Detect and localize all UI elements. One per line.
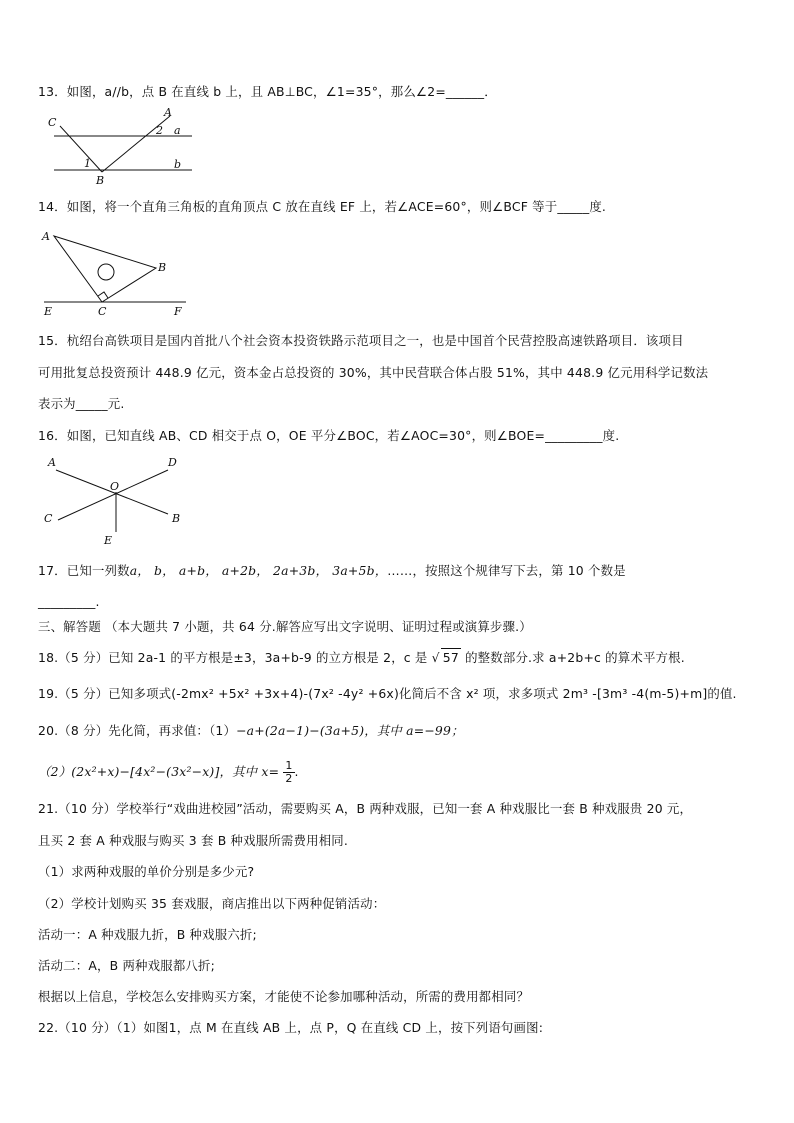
q17-rest: ……，按照这个规律写下去，第 10 个数是 [387, 563, 626, 578]
q21-activity-2: 活动二：A，B 两种戏服都八折; [38, 958, 215, 973]
q21-line2: 且买 2 套 A 种戏服与购买 3 套 B 种戏服所需费用相同. [38, 833, 349, 848]
q14-figure [36, 226, 196, 318]
q16-label-E: E [104, 534, 113, 546]
q19-text: 19.（5 分）已知多项式(-2mx² +5x² +3x+4)-(7x² -4y² +6x)化简后不含 x² 项，求多项式 2m³ -[3m³ -4(m-5)+m]的值. [38, 686, 737, 701]
q14-text: 14．如图，将一个直角三角板的直角顶点 C 放在直线 EF 上，若∠ACE=60°，则∠BCF 等于_____度. [38, 199, 607, 214]
q13-label-A: A [164, 106, 172, 119]
section-3-heading: 三、解答题 （本大题共 7 小题，共 64 分.解答应写出文字说明、证明过程或演算步骤.） [38, 619, 532, 634]
q13-label-a: a [174, 124, 181, 137]
q14-label-C: C [98, 305, 107, 318]
q13-label-2: 2 [156, 124, 163, 137]
q14-label-B: B [158, 261, 167, 274]
q20-fraction-numerator: 1 [285, 759, 293, 772]
q13-figure [44, 106, 194, 188]
q14-label-E: E [44, 305, 53, 318]
q18-post: 的整数部分.求 a+2b+c 的算术平方根. [465, 650, 685, 665]
q15-line2: 可用批复总投资预计 448.9 亿元，资本金占总投资的 30%，其中民营联合体占股 51%，其中 448.9 亿元用科学记数法 [38, 365, 709, 380]
q16-label-O: O [110, 480, 120, 493]
q16-label-C: C [44, 512, 53, 525]
q18-pre: 18.（5 分）已知 2a-1 的平方根是±3，3a+b-9 的立方根是 2，c 是 [38, 650, 428, 665]
q16-label-D: D [168, 456, 177, 469]
q20-fraction [283, 760, 294, 785]
q22-text: 22.（10 分）（1）如图1，点 M 在直线 AB 上，点 P，Q 在直线 CD 上，按下列语句画图: [38, 1020, 544, 1035]
q13-label-1: 1 [84, 157, 91, 170]
q21-activity-1: 活动一：A 种戏服九折，B 种戏服六折; [38, 927, 257, 942]
q18-line [38, 648, 685, 667]
q14-label-A: A [42, 230, 50, 243]
q21-sub2: （2）学校计划购买 35 套戏服，商店推出以下两种促销活动： [38, 896, 386, 911]
q20-pre: 20.（8 分）先化简，再求值：（1） [38, 723, 237, 738]
q20-part2: （2）(2x²+x)−[4x²−(3x²−x)]，其中 x= [38, 764, 280, 779]
q17-line2: _________. [38, 594, 100, 609]
q13-label-B: B [96, 174, 105, 187]
q20-fraction-denominator: 2 [285, 772, 293, 785]
q15-line3: 表示为_____元. [38, 396, 125, 411]
q21-final: 根据以上信息，学校怎么安排购买方案，才能使不论参加哪种活动，所需的费用都相同？ [38, 989, 530, 1004]
q18-radicand: 57 [442, 650, 459, 665]
q17-sequence: a， b， a+b， a+2b， 2a+3b， 3a+5b， [129, 563, 388, 578]
q13-label-C: C [48, 116, 57, 129]
q20-line2 [38, 760, 299, 785]
q15-line1: 15．杭绍台高铁项目是国内首批八个社会资本投资铁路示范项目之一，也是中国首个民营控股高速铁路项目．该项目 [38, 333, 684, 348]
q16-text: 16．如图，已知直线 AB、CD 相交于点 O，OE 平分∠BOC，若∠AOC=30°，则∠BOE=_________度. [38, 428, 620, 443]
q13-label-b: b [174, 158, 182, 171]
q20-end: . [294, 764, 299, 779]
q20-expr1: −a+(2a−1)−(3a+5)，其中 a=−99； [236, 723, 464, 738]
q13-text: 13．如图，a//b，点 B 在直线 b 上，且 AB⊥BC，∠1=35°，那么∠2=______． [38, 84, 497, 99]
q17-line1 [38, 562, 626, 580]
q16-label-B: B [172, 512, 181, 525]
q16-label-A: A [48, 456, 56, 469]
sqrt-symbol: √ [431, 650, 440, 665]
q17-intro: 17．已知一列数 [38, 563, 130, 578]
q21-sub1: （1）求两种戏服的单价分别是多少元? [38, 864, 255, 879]
q16-figure [40, 452, 190, 546]
q21-line1: 21.（10 分）学校举行“戏曲进校园”活动，需要购买 A，B 两种戏服，已知一套 A 种戏服比一套 B 种戏服贵 20 元， [38, 801, 693, 816]
q14-label-F: F [174, 305, 182, 318]
q20-line1 [38, 722, 464, 740]
